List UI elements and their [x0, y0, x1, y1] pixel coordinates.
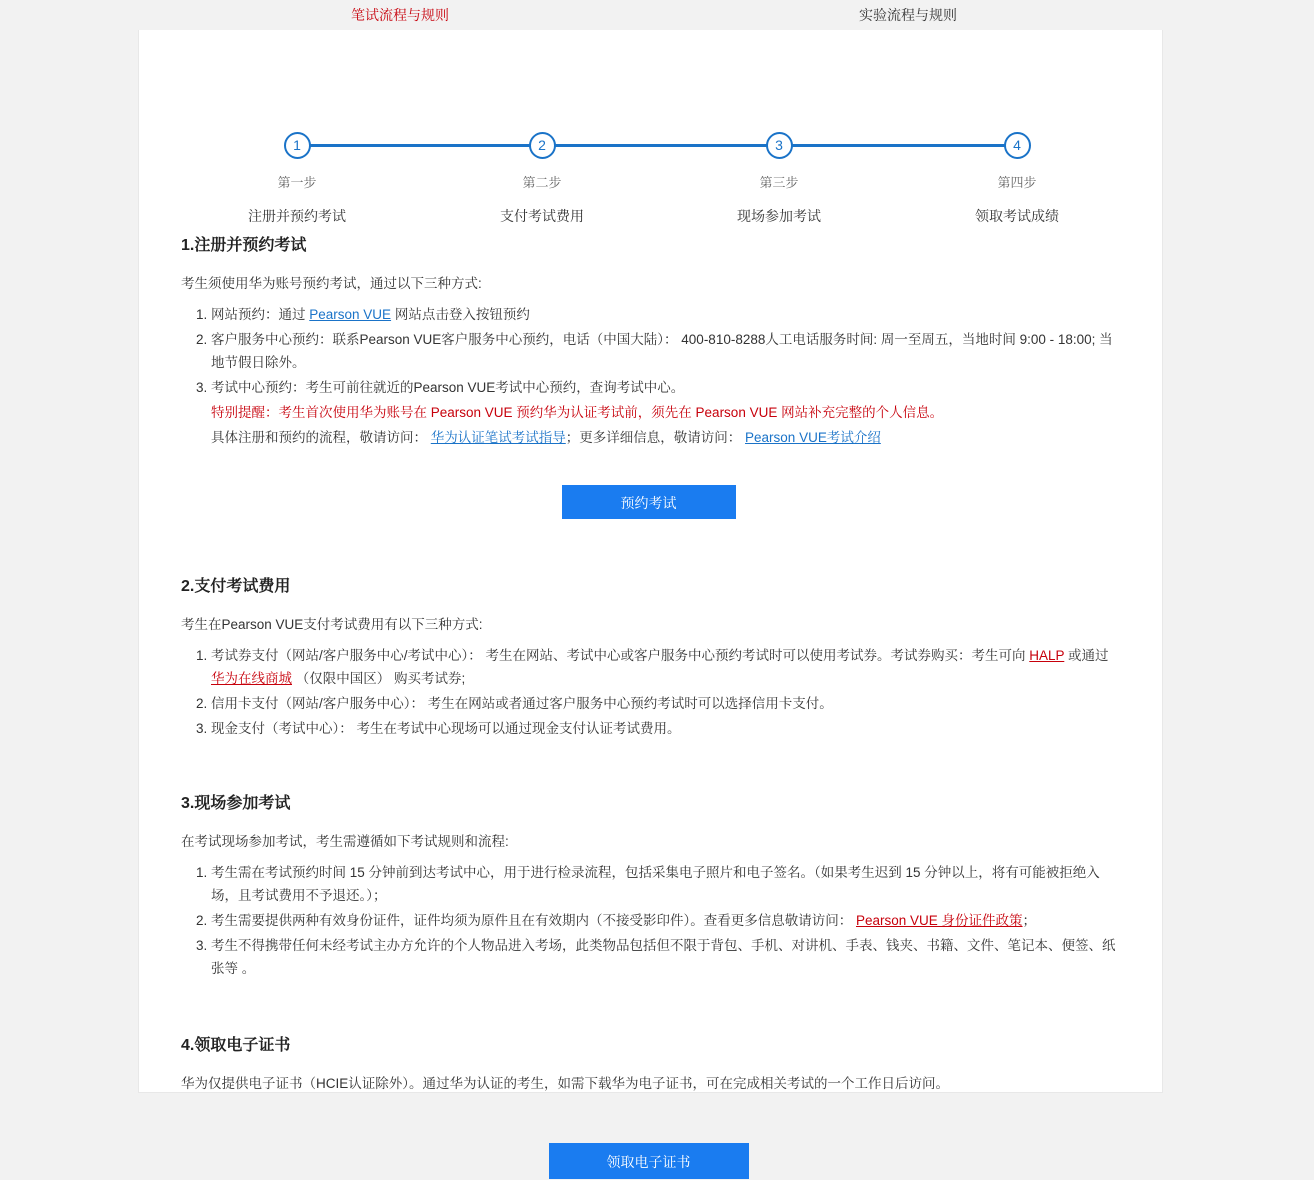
list-item	[211, 644, 1116, 690]
section4-heading: 4.领取电子证书	[181, 1037, 291, 1054]
tab-bar	[0, 0, 1314, 30]
section1-list	[181, 303, 1116, 449]
huawei-online-store-link[interactable]: 华为在线商城	[211, 671, 292, 686]
list-item: 2. 信用卡支付（网站/客户服务中心）： 考生在网站或者通过客户服务中心预约考试时可以选择信用卡支付。	[211, 692, 1116, 715]
list-item	[211, 303, 1116, 326]
list-item: 2. 客户服务中心预约：联系Pearson VUE客户服务中心预约，电话（中国大陆）： 400-810-8288人工电话服务时间: 周一至周五，当地时间 9:00 - 18:00; 当地节假日除外。	[211, 328, 1116, 374]
step-title-2: 支付考试费用	[500, 208, 584, 224]
section3-item2-post: ；	[1022, 913, 1037, 928]
content-body	[139, 232, 1162, 1179]
section1-lead: 考生须使用华为账号预约考试，通过以下三种方式:	[181, 276, 482, 291]
step-item-4	[937, 132, 1097, 226]
section1-note-pre: 具体注册和预约的流程，敬请访问：	[211, 430, 431, 445]
section2-list	[181, 644, 1116, 740]
pearson-vue-exam-intro-link[interactable]: Pearson VUE考试介绍	[745, 430, 881, 445]
section2-lead: 考生在Pearson VUE支付考试费用有以下三种方式:	[181, 617, 483, 632]
step-item-2	[462, 132, 622, 226]
section3-list	[181, 861, 1116, 980]
step-item-3	[699, 132, 859, 226]
step-title-3: 现场参加考试	[737, 208, 821, 224]
content-card	[138, 30, 1163, 1170]
section4-lead: 华为仅提供电子证书（HCIE认证除外）。通过华为认证的考生，如需下载华为电子证书，可在完成相关考试的一个工作日后访问。	[181, 1076, 950, 1091]
list-item: 1. 考生需在考试预约时间 15 分钟前到达考试中心，用于进行检录流程，包括采集电子照片和电子签名。（如果考生迟到 15 分钟以上，将有可能被拒绝入场，且考试费用不予退还。）；	[211, 861, 1116, 907]
get-certificate-button[interactable]: 领取电子证书	[549, 1143, 749, 1179]
list-item: 3. 现金支付（考试中心）： 考生在考试中心现场可以通过现金支付认证考试费用。	[211, 717, 1116, 740]
huawei-written-exam-guide-link[interactable]: 华为认证笔试考试指导	[430, 430, 566, 445]
get-certificate-button-wrap	[181, 1103, 1116, 1179]
section1-heading: 1.注册并预约考试	[181, 237, 307, 254]
section2-item1-pre: 考试券支付（网站/客户服务中心/考试中心）： 考生在网站、考试中心或客户服务中心预约考试时可以使用考试券。考试券购买：考生可向	[211, 648, 1030, 663]
step-circle-1: 1	[284, 132, 311, 159]
step-sub-3: 第三步	[759, 175, 799, 190]
list-item	[211, 909, 1116, 932]
pearson-vue-link[interactable]: Pearson VUE	[309, 307, 392, 322]
step-title-4: 领取考试成绩	[975, 208, 1059, 224]
section1-item3-text: 考试中心预约：考生可前往就近的Pearson VUE考试中心预约，查询考试中心。	[211, 380, 685, 395]
step-title-1: 注册并预约考试	[248, 208, 346, 224]
step-sub-4: 第四步	[997, 175, 1037, 190]
step-item-1	[217, 132, 377, 226]
tab-written-exam-rules[interactable]: 笔试流程与规则	[351, 7, 449, 23]
stepper	[139, 82, 1162, 224]
list-item: 3. 考生不得携带任何未经考试主办方允许的个人物品进入考场，此类物品包括但不限于背包、手机、对讲机、手表、钱夹、书籍、文件、笔记本、便签、纸张等 。	[211, 934, 1116, 980]
section2-heading: 2.支付考试费用	[181, 578, 291, 595]
section2-item1-mid: 或通过	[1064, 648, 1109, 663]
step-circle-4: 4	[1004, 132, 1031, 159]
section3-item2-pre: 考生需要提供两种有效身份证件，证件均须为原件且在有效期内（不接受影印件）。查看更多信息敬请访问：	[211, 913, 856, 928]
section1-item1-pre: 网站预约：通过	[211, 307, 310, 322]
pearson-vue-id-policy-link[interactable]: Pearson VUE 身份证件政策	[856, 913, 1023, 928]
step-circle-2: 2	[529, 132, 556, 159]
step-sub-1: 第一步	[277, 175, 317, 190]
section1-item1-post: 网站点击登入按钮预约	[391, 307, 530, 322]
list-item	[211, 376, 1116, 449]
book-exam-button[interactable]: 预约考试	[562, 485, 736, 519]
halp-link[interactable]: HALP	[1029, 648, 1065, 663]
section1-note-mid: ；更多详细信息，敬请访问：	[565, 430, 746, 445]
step-circle-3: 3	[766, 132, 793, 159]
book-exam-button-wrap	[181, 451, 1116, 519]
section1-note	[211, 426, 1116, 449]
section1-warning-text: 特别提醒：考生首次使用华为账号在 Pearson VUE 预约华为认证考试前，须先在 Pearson VUE 网站补充完整的个人信息。	[211, 405, 944, 420]
section3-heading: 3.现场参加考试	[181, 795, 291, 812]
step-sub-2: 第二步	[522, 175, 562, 190]
tab-lab-exam-rules[interactable]: 实验流程与规则	[859, 7, 957, 23]
stepper-progress-line	[297, 144, 1017, 147]
section3-lead: 在考试现场参加考试，考生需遵循如下考试规则和流程:	[181, 834, 509, 849]
section2-item1-post: （仅限中国区） 购买考试券;	[292, 671, 466, 686]
